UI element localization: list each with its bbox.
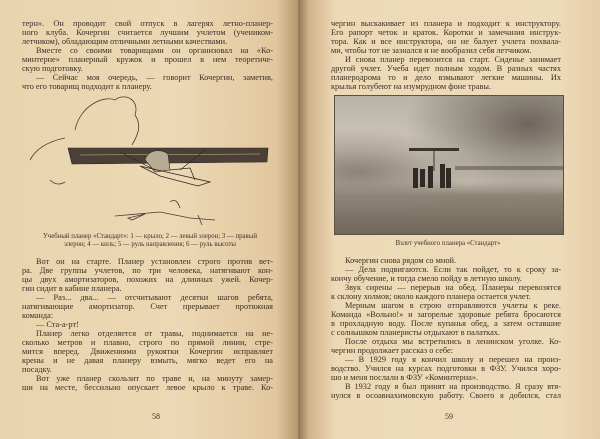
text-line: Планер легко отделяется от травы, поднимается на не- [36,329,273,338]
right-bottom-text [331,256,561,400]
glider-takeoff-photo [334,95,564,235]
text-line: водство. Учился на курсах подготовки в ФЗУ. Учился хоро- [331,364,561,373]
text-line: натягивающие амортизатор. Счет прерывает протяжная [22,302,273,311]
text-line: ра. Две группы учлетов, по три человека, натягивают кон- [22,266,273,275]
left-bottom-text [22,257,273,392]
text-line: Вместе со своими товарищами он организовал на «Ко- [36,46,273,55]
text-line: ши на месте, бессильно опускает левое крыло к траве. Ко- [22,383,273,392]
text-line: мится вперед. Движениями рукоятки Кочергин исправляет [22,347,273,356]
text-line: цы двух амортизаторов, похожих на длинных ужей. Кочер- [22,275,273,284]
text-line: крылья голубеют на изумрудном фоне травы. [331,82,492,91]
caption-line: элерон; 4 — киль; 5 — руль направления; 6 — руль высоты [64,241,236,248]
text-line: кончу обучение, и тогда смело пойду в летную школу. [331,274,522,283]
text-line: Команда «Вольно!» и загорелые здоровые ребята бросаются [331,310,561,319]
text-line: скую подготовку. [22,64,83,73]
caption-line: Учебный планер «Стандарт»: 1 — крыло; 2 — левый элерон; 3 — правый [43,233,257,240]
ground-sketch [115,200,215,225]
text-line: — Раз... два... — отсчитывают десятки шагов ребята, [36,293,273,302]
text-line: команда: [22,311,54,320]
text-line: Кочергин снова рядом со мной. [345,256,457,265]
text-line: чергин продолжает рассказ о себе: [331,346,453,355]
text-line: Вот он на старте. Планер установлен строго против вет- [36,257,273,266]
text-line: После отдыха мы встретились в ленинском уголке. Ко- [345,337,561,346]
text-line: с солнышком планеристы отдыхают в палатках. [331,328,500,337]
text-line: Звук сирены — перерыв на обед. Планеры перевозятся [345,283,561,292]
text-line: сколько метров и плавно, строго по прямой линии, стре- [22,338,273,347]
text-line: Его рапорт четок и краток. Коротки и замечания инструк- [331,28,561,37]
text-line: ми, чтобы тот не зазнался и не вообразил себя летчиком. [331,46,532,55]
page-number-left: 58 [152,412,160,421]
text-line: гин сидит в кабине планера. [22,284,122,293]
page-number-right: 59 [445,412,453,421]
photo-people [413,164,451,188]
caption-line: Взлет учебного планера «Стандарт» [395,240,501,247]
text-line: ного клуба. Кочергин считается лучшим учлетом (учеником- [22,28,273,37]
text-line: крены и не давая планеру взмыть, мягко ведет его на [22,356,273,365]
text-line: — Дела подвигаются. Если так пойдет, то к сроку за- [345,265,561,274]
text-line: нулся в осоавиахимовскую работу. Своего я добился, стал [331,391,561,400]
text-line: — Сейчас моя очередь, — говорит Кочергин, заметив, [36,73,273,82]
text-line: Мерным шагом в строю отправляются учлеты к реке. [345,301,561,310]
glider-fuselage [140,166,210,186]
glider-cockpit [145,151,170,172]
text-line: шо и меня послали в ФЗУ «Коминтерна». [331,373,479,382]
text-line: В 1932 году я был принят на производство. Я сразу втя- [345,382,561,391]
text-line: терн». Он проводит свой отпуск в лагерях летно-планер- [22,19,273,28]
text-line: Вот уже планер скользит по траве и, на минуту замер- [36,374,273,383]
text-line: — Ста-а-рт! [36,320,79,329]
photo-glider-wing [409,148,459,151]
right-top-text [331,19,561,91]
text-line: летчиком), обладающим отличными летными качествами. [22,37,228,46]
text-line: что его товарищ подходит к планеру. [22,82,152,91]
text-line: к склону холмов; около каждого планера остается учлет. [331,292,531,301]
figure-caption [20,233,280,249]
text-line: — В 1929 году я кончил школу и перешел на произ- [345,355,561,364]
text-line: тора. Как и все инструктора, он не балует учлета похвала- [331,37,561,46]
text-line: посадку. [22,365,52,374]
text-line: планеродрома то и дело взмывают легкие машины. Их [331,73,561,82]
text-line: минтерне» планерный кружок и прошел в нем теоретиче- [22,55,273,64]
cloud-outline [30,97,139,184]
text-line: И снова планер перевозится на старт. Сиденье занимает [345,55,561,64]
left-top-text [22,19,273,91]
glider-drawing [20,90,300,230]
photo-caption [334,240,562,248]
text-line: другой учлет. Учеба идет полным ходом. В разных частях [331,64,561,73]
text-line: чергин выскакивает из планера и подходит к инструктору. [331,19,561,28]
text-line: в прохладную воду. После купанья обед, а затем оставшие [331,319,561,328]
